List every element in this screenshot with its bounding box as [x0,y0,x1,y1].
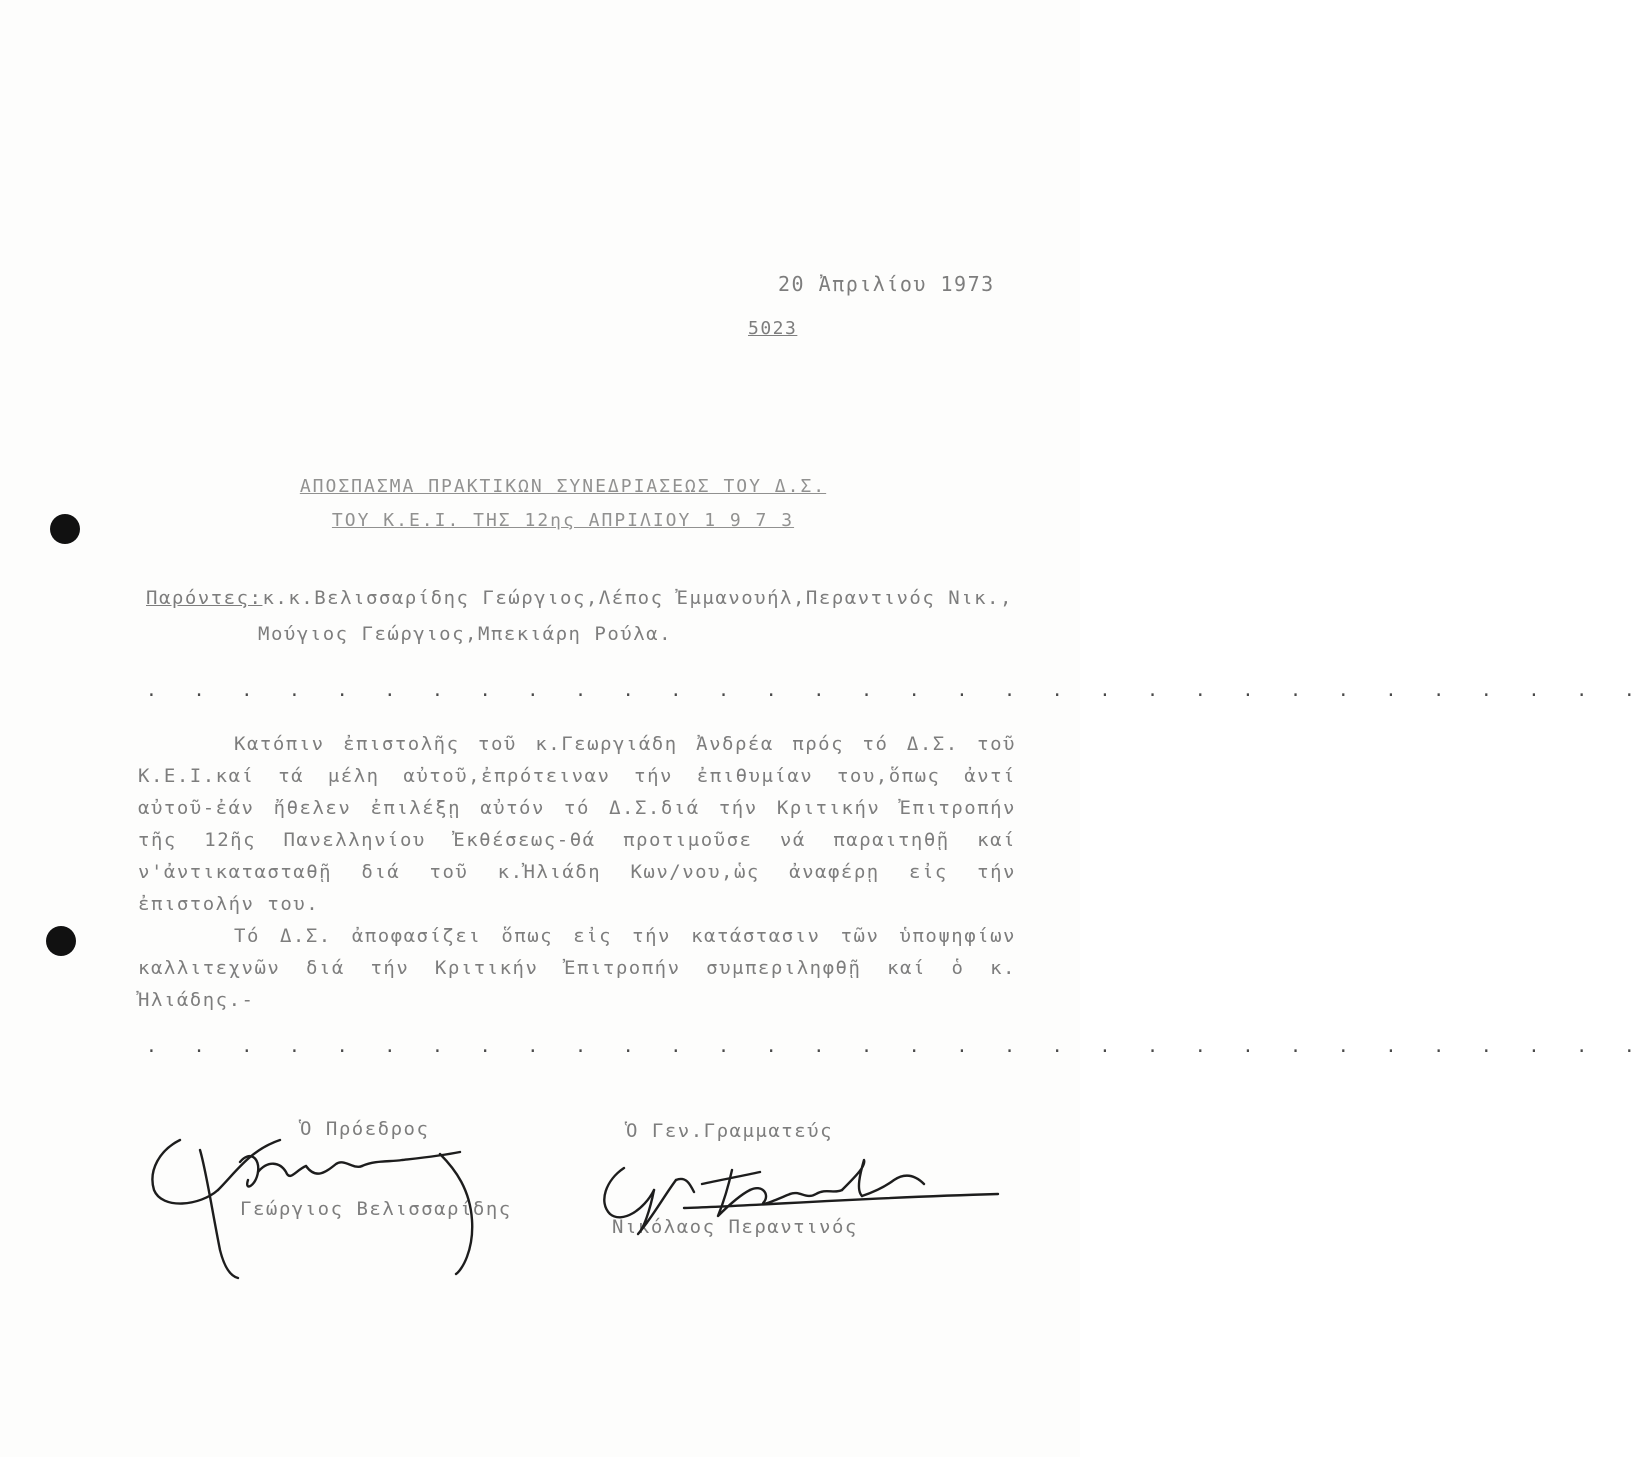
attendees-label: Παρόντες: [146,587,263,609]
punch-hole-top [50,514,80,544]
secretary-title: Ὁ Γεν.Γραμματεύς [626,1120,834,1142]
secretary-signature [594,1150,1014,1240]
president-name: Γεώργιος Βελισσαρίδης [240,1198,512,1220]
body-paragraph-2: Τό Δ.Σ. ἀποφασίζει ὅπως εἰς τήν κατάστασιν τῶν ὑποψηφίων καλλιτεχνῶν διά τήν Κριτικήν Ἐπιτροπήν συμπεριληφθῇ καί ὁ κ. Ἠλιάδης.- [138,925,1016,1011]
attendees-block [146,580,1026,652]
attendees-line-2: Μούγιος Γεώργιος,Μπεκιάρη Ρούλα. [258,623,673,645]
secretary-name: Νικόλαος Περαντινός [612,1216,858,1238]
punch-hole-bottom [46,926,76,956]
document-title-line-1: ΑΠΟΣΠΑΣΜΑ ΠΡΑΚΤΙΚΩΝ ΣΥΝΕΔΡΙΑΣΕΩΣ ΤΟΥ Δ.Σ. [299,476,827,497]
document-date: 20 Ἀπριλίου 1973 [778,272,995,296]
attendees-line-1: κ.κ.Βελισσαρίδης Γεώργιος,Λέπος Ἐμμανουήλ,Περαντινός Νικ., [262,587,1013,609]
body-paragraph-1: Κατόπιν ἐπιστολῆς τοῦ κ.Γεωργιάδη Ἀνδρέα πρός τό Δ.Σ. τοῦ Κ.Ε.Ι.καί τά μέλη αὐτοῦ,ἐπρότειναν τήν ἐπιθυμίαν του,ὅπως ἀντί αὐτοῦ-ἐάν ἤθελεν ἐπιλέξῃ αὐτόν τό Δ.Σ.διά τήν Κριτικήν Ἐπιτροπήν τῆς 12ῆς Πανελληνίου Ἐκθέσεως-θά προτιμοῦσε νά παραιτηθῇ καί ν'ἀντικατασταθῇ διά τοῦ κ.Ἠλιάδη Κων/νου,ὡς ἀναφέρῃ εἰς τήν ἐπιστολήν του. [138,733,1016,915]
separator-dots-top: . . . . . . . . . . . . . . . . . . . . . . . . . . . . . . . . [146,680,1648,701]
president-title: Ὁ Πρόεδρος [300,1118,430,1140]
separator-dots-bottom: . . . . . . . . . . . . . . . . . . . . . . . . . . . . . . . . [146,1036,1648,1057]
document-title-line-2: ΤΟΥ Κ.Ε.Ι. ΤΗΣ 12ης ΑΠΡΙΛΙΟΥ 1 9 7 3 [331,510,795,531]
reference-number: 5023 [748,318,798,339]
president-signature [140,1110,500,1280]
